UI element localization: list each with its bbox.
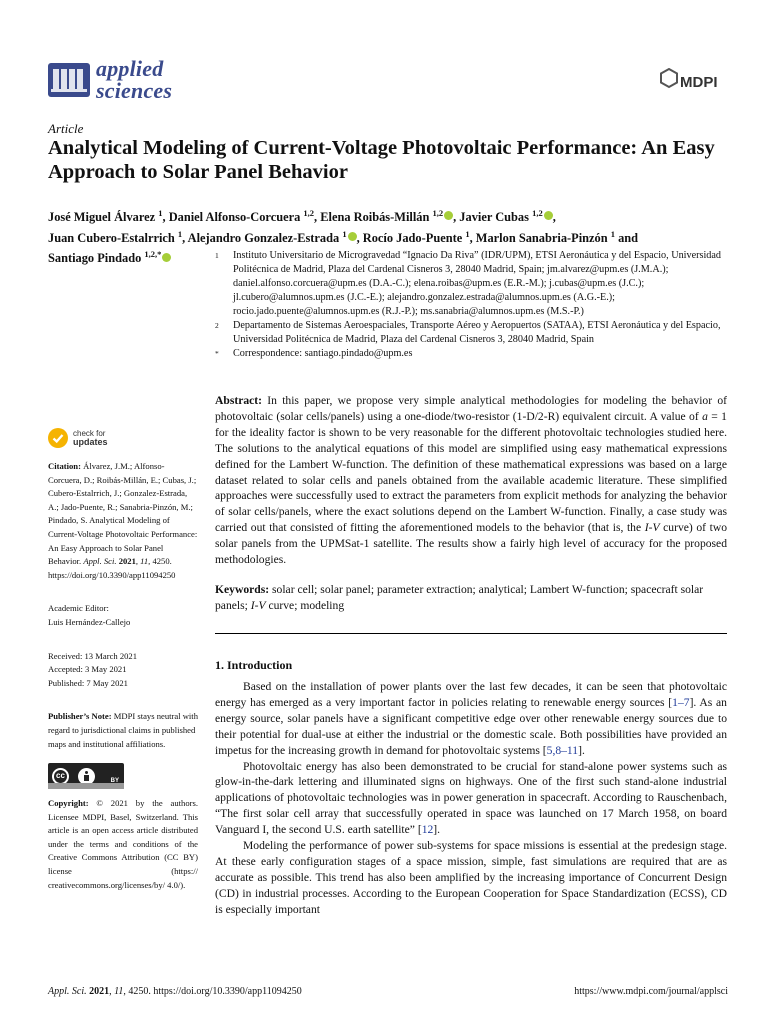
check-updates-line2: updates <box>73 437 108 447</box>
footer-doi: , 4250. https://doi.org/10.3390/app11094250 <box>123 986 302 997</box>
journal-logo-icon <box>48 61 90 99</box>
dates <box>48 650 198 691</box>
citation: Citation: Álvarez, J.M.; Alfonso-Corcuera, D.; Roibás-Millán, E.; Cubas, J.; Cubero-Estalrrich, J.; Gonzalez-Estrada, A.; Jado-Puente, R.; Sanabria-Pinzón, M.; Pindado, S. Analytical Modeling of Current-Voltage Photovoltaic Performance: An Easy Approach to Solar Panel Behavior. Appl. Sci. 2021, 11, 4250. https://doi.org/10.3390/app11094250 <box>48 461 198 580</box>
author-separator: , <box>552 210 556 225</box>
publisher-note <box>48 710 198 751</box>
citation-pages: , 4250. <box>148 556 172 567</box>
author-separator: and <box>615 230 639 245</box>
person-icon <box>78 768 95 785</box>
p1-text-c: ]. <box>578 743 585 757</box>
published-date: Published: 7 May 2021 <box>48 677 128 688</box>
keywords-text-1: solar cell; solar panel; parameter extraction; analytical; Lambert W-function; spacecraft solar panels; <box>215 583 704 612</box>
author-separator: , <box>162 210 169 225</box>
author-name: Juan Cubero-Estalrrich <box>48 230 175 245</box>
orcid-icon[interactable] <box>162 253 171 262</box>
abstract-var-a: a <box>702 409 708 423</box>
citation-journal: Appl. Sci. <box>83 556 117 567</box>
author-separator: , <box>469 230 476 245</box>
affiliation-number: 2 <box>215 321 219 330</box>
orcid-icon[interactable] <box>544 211 553 220</box>
affiliation-number: 1 <box>215 251 219 260</box>
paragraph-3: Modeling the performance of power sub-systems for space missions is essential at the predesign stage. At these early configuration stages of a space mission, simple, fast simulations are required that are as accurate as possible. This trend has also been amplified by the increasing importance of Concurrent Design (CD) in industrial processes. According to the European Cooperation for Space Standardization (ECSS), CD is especially important <box>215 839 727 916</box>
copyright <box>48 797 198 892</box>
affiliation-text: Instituto Universitario de Microgravedad “Ignacio Da Riva” (IDR/UPM), ETSI Aeronáutica y del Espacio, Universidad Politécnica de Madrid, Plaza del Cardenal Cisneros 3, 28040 Madrid, Spain; jm.alvarez@upm.es (J.M.A.); daniel.alfonso.corcuera@upm.es (D.A.-C.); elena.roibas@upm.es (E.R.-M.); j.cubas@upm.es (J.C.); jl.cubero@alumnos.upm.es (J.C.-E.); alejandro.gonzalez.estrada@alumnos.upm.es (A.G.-E.); rocio.jado.puente@alumnos.upm.es (R.J.-P.); ms.sanabria@alumnos.upm.es (M.S.-P.) <box>233 250 722 317</box>
article-type: Article <box>48 121 84 136</box>
received-date: Received: 13 March 2021 <box>48 650 138 661</box>
affiliation-item <box>215 347 727 361</box>
editor-label: Academic Editor: <box>48 603 109 614</box>
author-affiliation-marker: 1 <box>610 228 615 239</box>
citation-label: Citation: <box>48 461 81 471</box>
journal-name-line1: applied <box>96 56 164 81</box>
author-separator: , <box>314 210 321 225</box>
footer-citation: Appl. Sci. 2021, 11, 4250. https://doi.org/10.3390/app11094250 <box>48 986 302 997</box>
abstract-text-2: = 1 for the ideality factor is shown to be very reasonable for the different photovoltaic technologies studied here. The solutions to the analytical equations of this model are simplified using easy mathematical expressions defined for the Lambert W-function. The definition of these mathematical expressions was based on a large dataset related to solar cells and panels obtained from the available academic literature. These simplified approaches were successfully used to extract the parameters from explicit methods for analyzing the behavior of solar cells/panels, where the exact solutions depend on the Lambert W-function. Finally, a case study was carried out that consisted of fitting the aforementioned models to the behavior (that is, the <box>215 409 727 535</box>
check-updates-icon <box>48 428 68 448</box>
paper-title: Analytical Modeling of Current-Voltage Photovoltaic Performance: An Easy Approach to Solar Panel Behavior <box>48 137 715 183</box>
abstract-var-iv: I-V <box>644 521 660 535</box>
orcid-icon[interactable] <box>444 211 453 220</box>
abstract-text-1: In this paper, we propose very simple analytical methodologies for modeling the behavior of photovoltaic (solar cells/panels) using a one-diode/two-resistor (1-D/2-R) equivalent circuit. A value of <box>215 394 727 423</box>
publisher-note-label: Publisher’s Note: <box>48 711 112 722</box>
paragraph-2 <box>215 759 727 839</box>
footer-journal-url[interactable]: https://www.mdpi.com/journal/applsci <box>574 986 728 997</box>
academic-editor <box>48 602 198 629</box>
abstract <box>215 393 727 568</box>
keywords <box>215 582 727 614</box>
author-name: José Miguel Álvarez <box>48 210 156 225</box>
author-affiliation-marker: 1,2 <box>303 208 315 218</box>
editor-name: Luis Hernández-Callejo <box>48 616 131 627</box>
keywords-text-2: curve; modeling <box>265 598 345 612</box>
introduction-body <box>215 679 727 918</box>
author-affiliation-marker: 1,2,* <box>144 249 162 260</box>
copyright-label: Copyright: <box>48 798 89 809</box>
copyright-text: © 2021 by the authors. Licensee MDPI, Basel, Switzerland. This article is an open access article distributed under the terms and conditions of the Creative Commons Attribution (CC BY) license (https:// creativecommons.org/licenses/by/ 4.0/). <box>48 798 198 890</box>
author-affiliation-marker: 1 <box>158 208 163 218</box>
author-name: Elena Roibás-Millán <box>320 210 430 225</box>
author-name: Javier Cubas <box>459 210 529 225</box>
citation-text: Álvarez, J.M.; Alfonso-Corcuera, D.; Roibás-Millán, E.; Cubas, J.; Cubero-Estalrrich, J.; Gonzalez-Estrada, A.; Jado-Puente, R.; Sanabria-Pinzón, M.; Pindado, S. Analytical Modeling of Current-Voltage Photovoltaic Performance: An Easy Approach to Solar Panel Behavior. <box>48 461 198 567</box>
p2-text-a: Photovoltaic energy has also been demonstrated to be crucial for stand-alone power systems such as glow-in-the-dark lettering and illuminated signs on highways. One of the first such stand-alone industrial applications of photovoltaic technologies was in power generation in spacecraft. According to Rauschenbach, “The first solar cell array that successfully operated in space was launched on 17 March 1958, on board Vanguard I, the second U.S. earth satellite” [ <box>215 759 727 837</box>
affiliation-item <box>215 249 727 319</box>
journal-logo <box>48 58 172 102</box>
affiliations <box>215 249 727 361</box>
footer-volume: 11 <box>114 986 124 997</box>
p1-text-b: ]. As an energy source, solar panels have a significant competitive edge over other renewable energy sources due to their potential for dual-use at either the industrial or the domestic scale. Both possibilities have provided an impetus for the increasing growth in demand for photovoltaic systems [ <box>215 695 727 757</box>
accepted-date: Accepted: 3 May 2021 <box>48 664 127 675</box>
citation-year: 2021 <box>118 556 136 567</box>
footer-year: 2021 <box>89 986 110 997</box>
reference-link[interactable]: 5,8–11 <box>546 743 579 757</box>
orcid-icon[interactable] <box>348 232 357 241</box>
page-footer <box>48 986 728 997</box>
author-name: Alejandro Gonzalez-Estrada <box>187 230 340 245</box>
p1-text-a: Based on the installation of power plants over the last few decades, it can be seen that photovoltaic energy has emerged as a very important factor in policies relating to renewable energy sources [ <box>215 680 727 709</box>
section-heading: 1. Introduction <box>215 658 293 672</box>
mdpi-logo-text: MDPI <box>680 74 718 91</box>
author-separator: , <box>356 230 363 245</box>
author-affiliation-marker: 1 <box>342 228 347 239</box>
author-name: Daniel Alfonso-Corcuera <box>168 210 301 225</box>
cc-by-license-badge[interactable] <box>48 763 124 789</box>
paragraph-1 <box>215 679 727 759</box>
author-affiliation-marker: 1,2 <box>532 208 543 218</box>
p2-text-b: ]. <box>433 823 441 837</box>
reference-link[interactable]: 1–7 <box>672 695 690 709</box>
author-name: Marlon Sanabria-Pinzón <box>475 230 608 245</box>
footer-journal: Appl. Sci. <box>48 986 87 997</box>
author-separator: , <box>453 210 460 225</box>
sidebar <box>48 428 198 902</box>
check-for-updates-badge[interactable] <box>48 428 198 448</box>
affiliation-number: * <box>215 349 219 358</box>
affiliation-item <box>215 319 727 347</box>
section-divider <box>215 633 727 634</box>
affiliation-text: Departamento de Sistemas Aeroespaciales, Transporte Aéreo y Aeropuertos (SATAA), ETSI Aeronáutica y del Espacio, Universidad Politécnica de Madrid, Plaza del Cardenal Cisneros 3, 28040 Madrid, Spain <box>233 320 721 345</box>
citation-volume: 11 <box>140 556 149 567</box>
reference-link[interactable]: 12 <box>421 823 434 837</box>
cc-by-label: BY <box>110 777 119 784</box>
author-affiliation-marker: 1 <box>177 228 183 239</box>
author-affiliation-marker: 1,2 <box>432 208 444 218</box>
citation-doi[interactable]: https://doi.org/10.3390/app11094250 <box>48 569 176 580</box>
affiliation-text: Correspondence: santiago.pindado@upm.es <box>233 348 413 359</box>
cc-icon: cc <box>52 768 69 785</box>
keywords-var-iv: I-V <box>250 598 266 612</box>
journal-name-line2: sciences <box>96 78 173 103</box>
abstract-text-3: curve) of two solar panels from the UPMSat-1 satellite. The results show a fairly high level of accuracy for the proposed methodologies. <box>215 521 728 567</box>
author-name: Santiago Pindado <box>48 251 142 266</box>
mdpi-logo <box>660 68 722 101</box>
author-separator: , <box>182 230 188 245</box>
author-affiliation-marker: 1 <box>465 228 470 239</box>
keywords-label: Keywords: <box>215 583 270 596</box>
check-updates-line1: check for <box>73 429 106 438</box>
abstract-label: Abstract: <box>215 394 263 407</box>
author-name: Rocío Jado-Puente <box>362 230 463 245</box>
publisher-note-text: MDPI stays neutral with regard to jurisdictional claims in published maps and institutional affiliations. <box>48 711 198 749</box>
